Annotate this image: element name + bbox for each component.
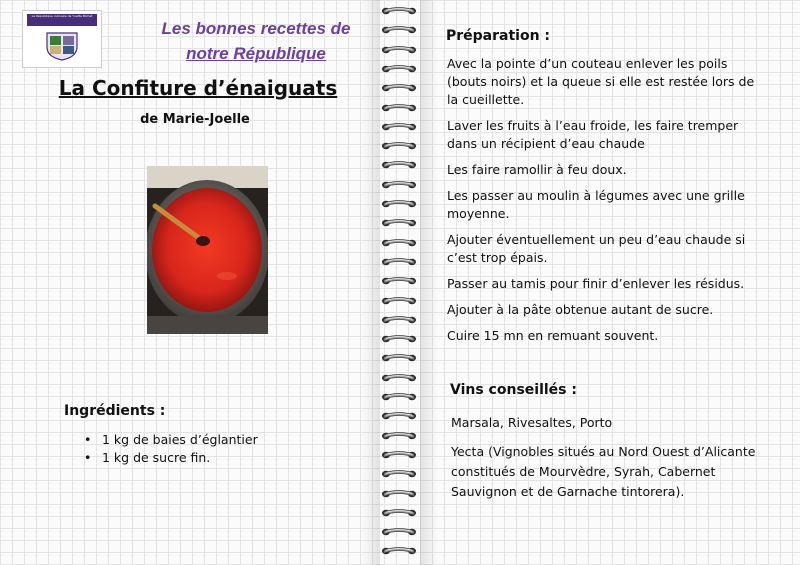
ingredients-heading: Ingrédients :: [64, 403, 166, 419]
list-item: Cuire 15 mn en remuant souvent.: [447, 328, 659, 343]
spiral-ring: [380, 141, 418, 151]
spiral-ring: [380, 103, 418, 113]
list-item: • 1 kg de sucre fin.: [84, 449, 258, 467]
list-item: Les passer au moulin à légumes avec une grille moyenne.: [447, 188, 745, 221]
spiral-ring: [380, 25, 418, 35]
spiral-ring: [380, 83, 418, 93]
list-item: Laver les fruits à l’eau froide, les faire tremper dans un récipient d’eau chaude: [447, 118, 739, 151]
spiral-ring: [380, 276, 418, 286]
wines-line: Yecta (Vignobles situés au Nord Ouest d’Alicante constitués de Mourvèdre, Syrah, Cabernet Sauvignon et de Garnache tintorera).: [451, 444, 756, 499]
list-item: Les faire ramollir à feu doux.: [447, 162, 627, 177]
spiral-ring: [380, 6, 418, 16]
spiral-ring: [380, 508, 418, 518]
recipe-author: de Marie-Joelle: [140, 112, 250, 127]
jam-pot-photo: [147, 166, 268, 334]
preparation-steps: [447, 55, 767, 353]
spiral-ring: [380, 238, 418, 248]
spiral-ring: [380, 431, 418, 441]
spiral-ring: [380, 64, 418, 74]
logo-banner: La République culinaire de Yvette Bichat: [27, 14, 97, 26]
spiral-ring: [380, 334, 418, 344]
preparation-heading: Préparation :: [446, 28, 551, 44]
spiral-ring: [380, 373, 418, 383]
ingredients-list: [84, 431, 258, 467]
spiral-ring: [380, 199, 418, 209]
blog-title: [150, 16, 362, 66]
spiral-ring: [380, 546, 418, 556]
notebook-spiral-binding: [378, 0, 422, 565]
list-item: • 1 kg de baies d’églantier: [84, 431, 258, 449]
list-item: Ajouter éventuellement un peu d’eau chaude si c’est trop épais.: [447, 232, 746, 265]
spiral-ring: [380, 122, 418, 132]
wines-heading: Vins conseillés :: [450, 382, 577, 398]
blog-title-line2: notre République: [186, 44, 326, 63]
right-page: [420, 0, 800, 565]
spiral-ring: [380, 469, 418, 479]
spiral-ring: [380, 392, 418, 402]
spiral-ring: [380, 411, 418, 421]
spiral-ring: [380, 218, 418, 228]
spiral-ring: [380, 315, 418, 325]
spiral-ring: [380, 45, 418, 55]
spiral-ring: [380, 353, 418, 363]
list-item: Passer au tamis pour finir d’enlever les résidus.: [447, 276, 745, 291]
blog-logo: [22, 10, 102, 68]
spiral-ring: [380, 527, 418, 537]
list-item: Ajouter à la pâte obtenue autant de sucre.: [447, 302, 714, 317]
left-page: [0, 0, 380, 565]
blog-title-line1: Les bonnes recettes de: [161, 19, 351, 38]
list-item: Avec la pointe d’un couteau enlever les poils (bouts noirs) et la queue si elle est restée lors de la cueillette.: [447, 56, 755, 107]
spiral-ring: [380, 257, 418, 267]
wines-line: Marsala, Rivesaltes, Porto: [451, 415, 613, 430]
republique-blog-logo-icon: [45, 31, 79, 61]
spiral-ring: [380, 180, 418, 190]
spiral-ring: [380, 296, 418, 306]
spiral-ring: [380, 489, 418, 499]
recipe-title: La Confiture d’énaiguats: [58, 76, 338, 100]
spiral-ring: [380, 450, 418, 460]
wines-text: [451, 413, 781, 511]
spiral-ring: [380, 160, 418, 170]
